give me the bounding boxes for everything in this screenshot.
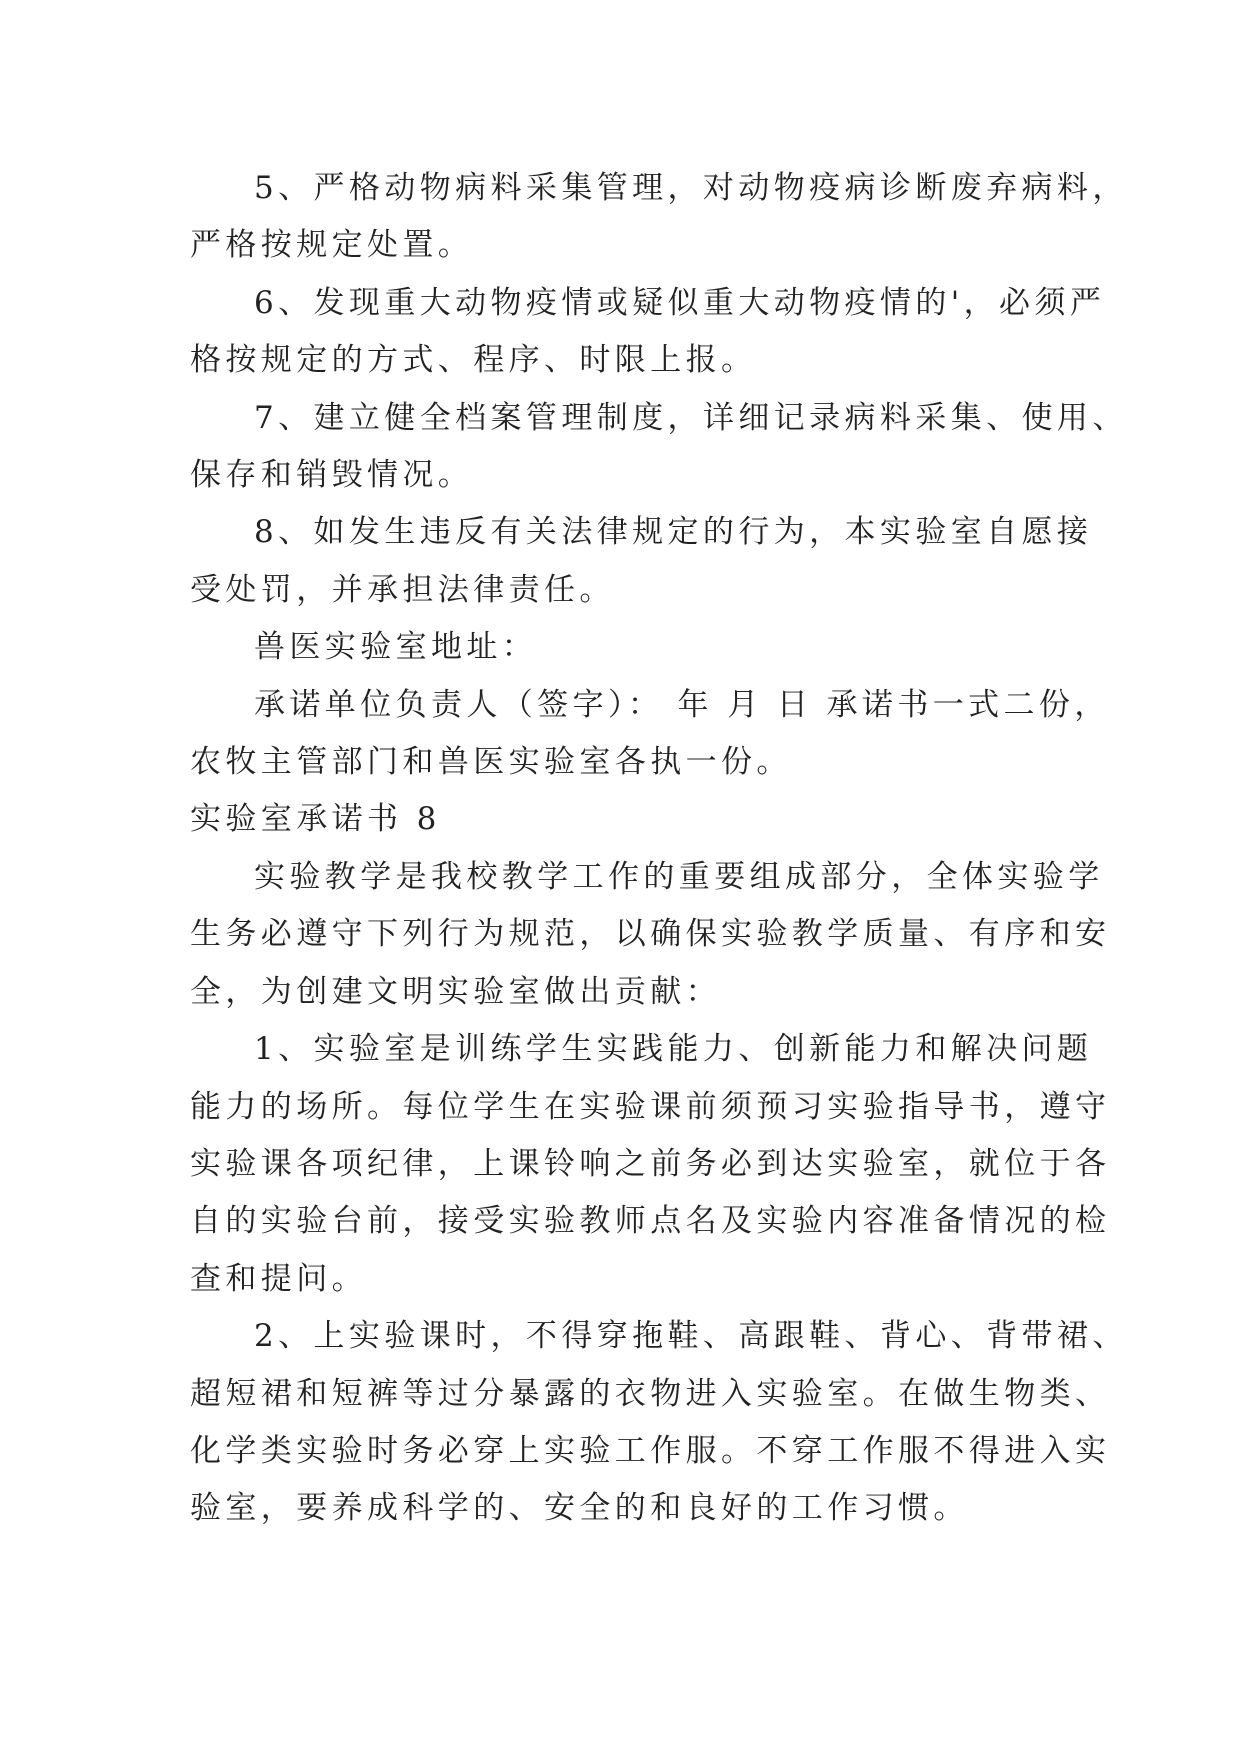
text-line: 1、实验室是训练学生实践能力、创新能力和解决问题 — [254, 1031, 1093, 1068]
text-line: 承诺单位负责人（签字）： 年 月 日 承诺书一式二份， — [254, 686, 1110, 723]
document-body — [190, 160, 1128, 1538]
text-line: 7、建立健全档案管理制度，详细记录病料采集、使用、 — [254, 399, 1128, 436]
clause-7 — [190, 390, 1128, 505]
text-line: 查和提问。 — [190, 1260, 367, 1297]
text-line: 格按规定的方式、程序、时限上报。 — [190, 342, 757, 379]
clause-6 — [190, 275, 1106, 390]
section-heading — [190, 791, 1050, 848]
text-line: 5、严格动物病料采集管理，对动物疫病诊断废弃病料， — [254, 170, 1128, 206]
clause-5 — [190, 160, 1128, 275]
text-line: 超短裙和短裤等过分暴露的衣物进入实验室。在做生物类、 — [190, 1375, 1111, 1412]
clause-8 — [190, 504, 1093, 619]
text-line: 实验教学是我校教学工作的重要组成部分，全体实验学 — [254, 858, 1104, 895]
rule-2 — [190, 1308, 1128, 1538]
text-line: 实验课各项纪律，上课铃响之前务必到达实验室，就位于各 — [190, 1145, 1111, 1182]
heading-text: 实验室承诺书 8 — [190, 801, 441, 838]
rule-1 — [190, 1021, 1111, 1308]
text-line: 验室，要养成科学的、安全的和良好的工作习惯。 — [190, 1490, 969, 1527]
text-line: 化学类实验时务必穿上实验工作服。不穿工作服不得进入实 — [190, 1432, 1111, 1469]
intro-paragraph — [190, 849, 1111, 1021]
text-line: 自的实验台前，接受实验教师点名及实验内容准备情况的检 — [190, 1203, 1111, 1240]
text-line: 受处罚，并承担法律责任。 — [190, 571, 615, 608]
text-line: 生务必遵守下列行为规范，以确保实验教学质量、有序和安 — [190, 916, 1111, 953]
text-line: 农牧主管部门和兽医实验室各执一份。 — [190, 744, 792, 781]
text-line: 能力的场所。每位学生在实验课前须预习实验指导书，遵守 — [190, 1088, 1111, 1125]
text-line: 2、上实验课时，不得穿拖鞋、高跟鞋、背心、背带裙、 — [254, 1318, 1128, 1355]
text-line: 8、如发生违反有关法律规定的行为，本实验室自愿接 — [254, 514, 1093, 551]
lab-address — [190, 619, 1050, 676]
signature-block — [190, 677, 1110, 792]
text-line: 兽医实验室地址： — [254, 629, 538, 666]
text-line: 严格按规定处置。 — [190, 227, 474, 264]
text-line: 6、发现重大动物疫情或疑似重大动物疫情的'，必须严 — [254, 284, 1106, 321]
text-line: 全，为创建文明实验室做出贡献： — [190, 973, 721, 1010]
text-line: 保存和销毁情况。 — [190, 457, 474, 494]
